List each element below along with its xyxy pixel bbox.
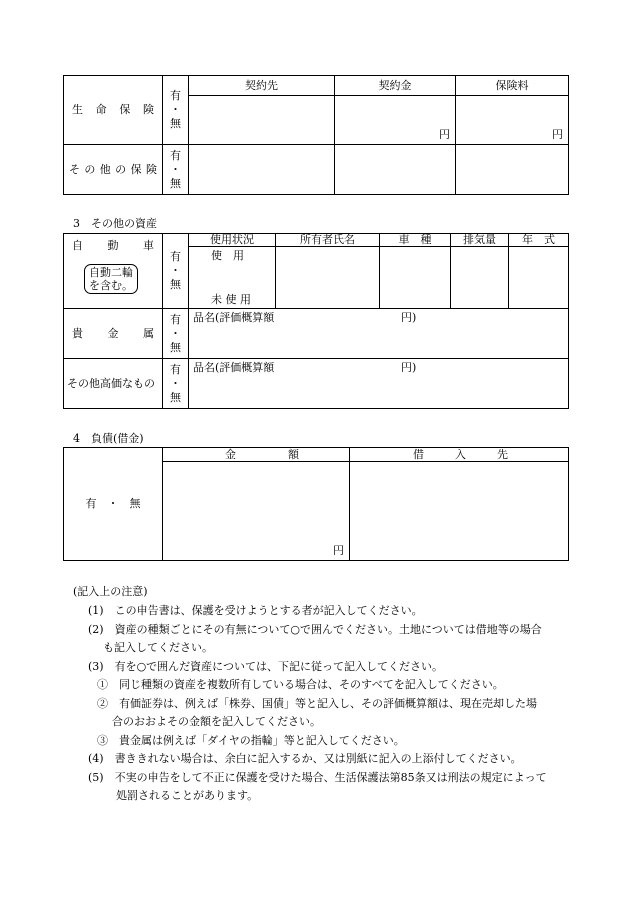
note-3-3: ③ 貴金属は例えば「ダイヤの指輪」等と記入してください。 <box>97 734 405 747</box>
model-year-field[interactable] <box>509 247 569 309</box>
note-5: (5) 不実の申告をして不正に保護を受けた場合、生活保護法第85条又は刑法の規定によって <box>88 771 547 784</box>
debt-amount-field[interactable] <box>163 462 350 561</box>
debt-table <box>63 447 569 561</box>
lender-header: 借 入 先 <box>350 448 569 462</box>
owner-name-header: 所有者氏名 <box>276 234 380 247</box>
note-1: (1) この申告書は、保護を受けようとする者が記入してください。 <box>88 604 423 617</box>
other-insurance-label: そ の 他 の 保 険 <box>64 145 163 195</box>
note-3-1: ① 同じ種類の資産を複数所有している場合は、そのすべてを記入してください。 <box>97 678 504 691</box>
debt-amount-header: 金 額 <box>163 448 350 462</box>
insurance-table <box>63 75 569 195</box>
yen-unit: 円) <box>401 361 417 374</box>
yen-unit: 円 <box>439 128 450 141</box>
owner-name-field[interactable] <box>276 247 380 309</box>
life-insurance-yes-no[interactable]: 有 ・ 無 <box>163 76 189 145</box>
usage-field[interactable] <box>189 247 276 309</box>
in-use-option[interactable]: 使 用 <box>211 249 244 262</box>
note-3-2: ② 有価証券は、例えば「株券、国債」等と記入し、その評価概算額は、現在売却した場 <box>97 697 537 710</box>
note-2: (2) 資産の種類ごとにその有無について○で囲んでください。土地については借地等の場合 <box>88 623 542 636</box>
motorcycle-note: 自動二輪 を含む。 <box>84 264 138 294</box>
precious-metal-yes-no[interactable]: 有 ・ 無 <box>163 309 189 359</box>
other-assets-table <box>63 233 569 409</box>
contract-amount-header: 契約金 <box>335 76 456 96</box>
premium-header: 保険料 <box>456 76 569 96</box>
yen-unit: 円 <box>552 128 563 141</box>
other-premium-field[interactable] <box>456 145 569 195</box>
life-contractor-field[interactable] <box>189 96 335 145</box>
yen-unit: 円 <box>333 544 344 557</box>
notes-title: (記入上の注意) <box>73 585 148 598</box>
section-debt-title: 4 負債(借金) <box>73 432 144 445</box>
valuables-yes-no[interactable]: 有 ・ 無 <box>163 359 189 409</box>
car-yes-no[interactable]: 有 ・ 無 <box>163 234 189 309</box>
contractor-header: 契約先 <box>189 76 335 96</box>
precious-metal-label: 貴 金 属 <box>64 309 163 359</box>
yen-unit: 円) <box>401 311 417 324</box>
life-amount-field[interactable] <box>335 96 456 145</box>
other-contractor-field[interactable] <box>189 145 335 195</box>
valuables-label: その他高価なもの <box>64 359 163 409</box>
note-5-continuation: 処罰されることがあります。 <box>116 789 259 802</box>
item-name-label: 品名(評価概算額 <box>193 361 275 374</box>
note-4: (4) 書ききれない場合は、余白に記入するか、又は別紙に記入の上添付してください。 <box>88 752 522 765</box>
note-3-2-continuation: 合のおおよその金額を記入してください。 <box>112 715 321 728</box>
not-in-use-option[interactable]: 未 使 用 <box>211 293 251 306</box>
debt-yes-no[interactable]: 有 ・ 無 <box>64 448 163 561</box>
usage-header: 使用状況 <box>189 234 276 247</box>
precious-metal-item-field[interactable] <box>189 309 569 359</box>
other-amount-field[interactable] <box>335 145 456 195</box>
valuables-item-field[interactable] <box>189 359 569 409</box>
displacement-field[interactable] <box>451 247 509 309</box>
section-other-assets-title: 3 その他の資産 <box>73 217 157 230</box>
vehicle-type-field[interactable] <box>380 247 451 309</box>
life-premium-field[interactable] <box>456 96 569 145</box>
vehicle-type-header: 車 種 <box>380 234 451 247</box>
model-year-header: 年 式 <box>509 234 569 247</box>
lender-field[interactable] <box>350 462 569 561</box>
note-3: (3) 有を○で囲んだ資産については、下記に従って記入してください。 <box>88 660 443 673</box>
displacement-header: 排気量 <box>451 234 509 247</box>
life-insurance-label: 生 命 保 険 <box>64 76 163 145</box>
car-label: 自 動 車 自動二輪 を含む。 <box>64 234 163 309</box>
note-2-continuation: も記入してください。 <box>103 641 213 654</box>
other-insurance-yes-no[interactable]: 有 ・ 無 <box>163 145 189 195</box>
item-name-label: 品名(評価概算額 <box>193 311 275 324</box>
